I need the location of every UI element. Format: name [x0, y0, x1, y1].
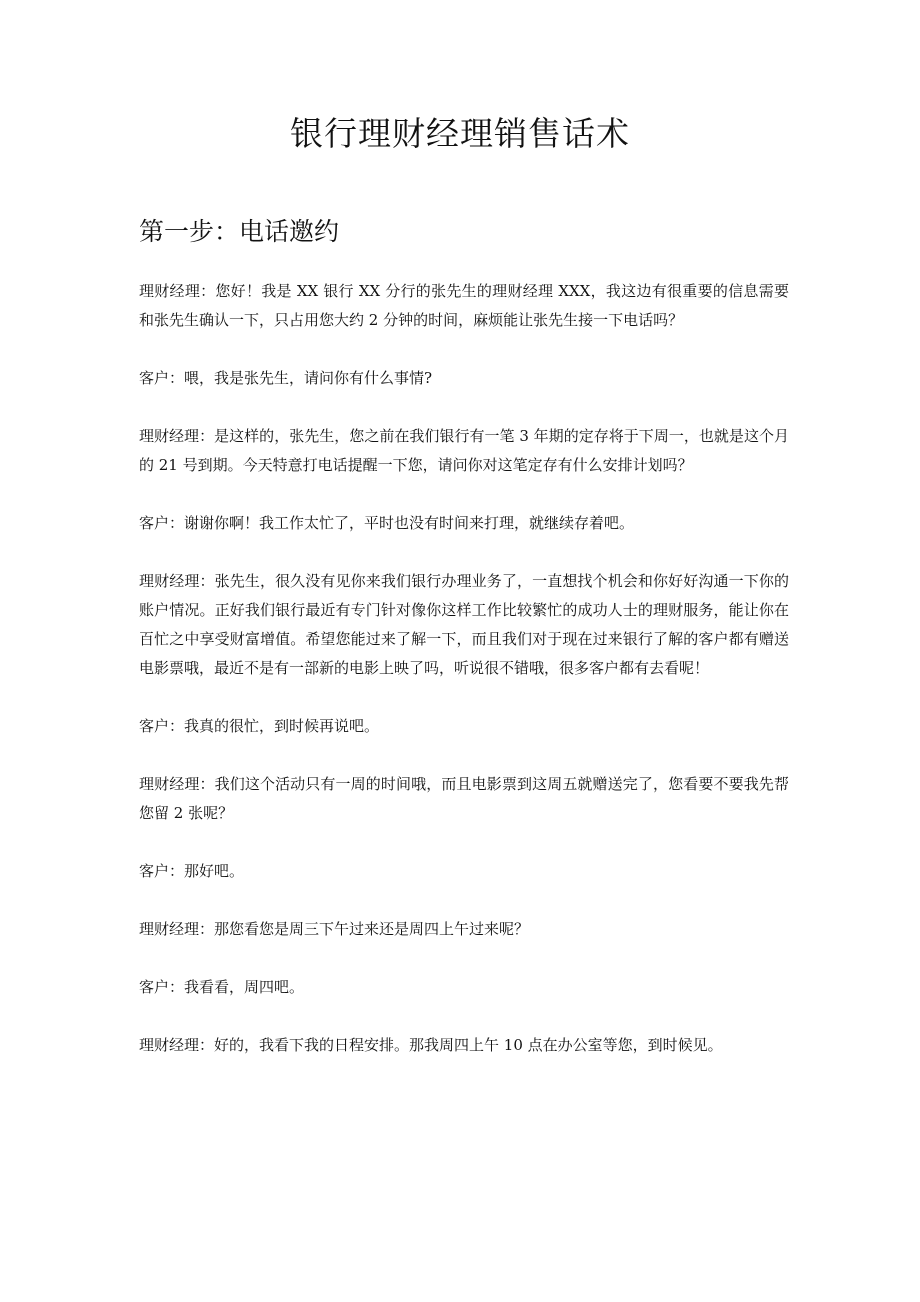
dialogue	[139, 277, 789, 1089]
dialogue-text: 那好吧。	[184, 862, 245, 880]
speaker-label: 理财经理：	[139, 572, 215, 590]
dialogue-text: 张先生，很久没有见你来我们银行办理业务了，一直想找个机会和你好好沟通一下你的账户情况。正好我们银行最近有专门针对像你这样工作比较繁忙的成功人士的理财服务，能让你在百忙之中享受财富增值。希望您能过来了解一下，而且我们对于现在过来银行了解的客户都有赠送电影票哦，最近不是有一部新的电影上映了吗，听说很不错哦，很多客户都有去看呢！	[139, 572, 789, 677]
dialogue-line	[139, 915, 789, 944]
dialogue-line	[139, 422, 789, 480]
dialogue-text: 我真的很忙，到时候再说吧。	[184, 717, 380, 735]
dialogue-line	[139, 1031, 789, 1060]
speaker-label: 客户：	[139, 978, 185, 996]
dialogue-text: 好的，我看下我的日程安排。那我周四上午 10 点在办公室等您，到时候见。	[214, 1036, 723, 1054]
dialogue-text: 我看看，周四吧。	[184, 978, 305, 996]
speaker-label: 理财经理：	[139, 427, 215, 445]
speaker-label: 客户：	[139, 717, 185, 735]
speaker-label: 理财经理：	[139, 282, 216, 300]
dialogue-text: 我们这个活动只有一周的时间哦，而且电影票到这周五就赠送完了，您看要不要我先帮您留 2 张呢？	[139, 775, 789, 822]
dialogue-line	[139, 857, 789, 886]
dialogue-line	[139, 973, 789, 1002]
dialogue-line	[139, 712, 789, 741]
document-title: 银行理财经理销售话术	[290, 114, 630, 153]
speaker-label: 客户：	[139, 369, 185, 387]
dialogue-text: 谢谢你啊！我工作太忙了，平时也没有时间来打理，就继续存着吧。	[184, 514, 635, 532]
speaker-label: 客户：	[139, 514, 185, 532]
speaker-label: 理财经理：	[139, 775, 215, 793]
dialogue-text: 您好！我是 XX 银行 XX 分行的张先生的理财经理 XXX，我这边有很重要的信息需要和张先生确认一下，只占用您大约 2 分钟的时间，麻烦能让张先生接一下电话吗？	[139, 282, 789, 329]
speaker-label: 客户：	[139, 862, 185, 880]
section-heading: 第一步：电话邀约	[139, 217, 340, 246]
speaker-label: 理财经理：	[139, 920, 215, 938]
dialogue-text: 是这样的，张先生，您之前在我们银行有一笔 3 年期的定存将于下周一，也就是这个月的 21 号到期。今天特意打电话提醒一下您，请问你对这笔定存有什么安排计划吗？	[139, 427, 789, 474]
dialogue-line	[139, 509, 789, 538]
dialogue-line	[139, 770, 789, 828]
dialogue-line	[139, 364, 789, 393]
speaker-label: 理财经理：	[139, 1036, 215, 1054]
dialogue-text: 那您看您是周三下午过来还是周四上午过来呢？	[214, 920, 530, 938]
dialogue-text: 喂，我是张先生，请问你有什么事情?	[184, 369, 433, 387]
dialogue-line	[139, 567, 789, 683]
dialogue-line	[139, 277, 789, 335]
